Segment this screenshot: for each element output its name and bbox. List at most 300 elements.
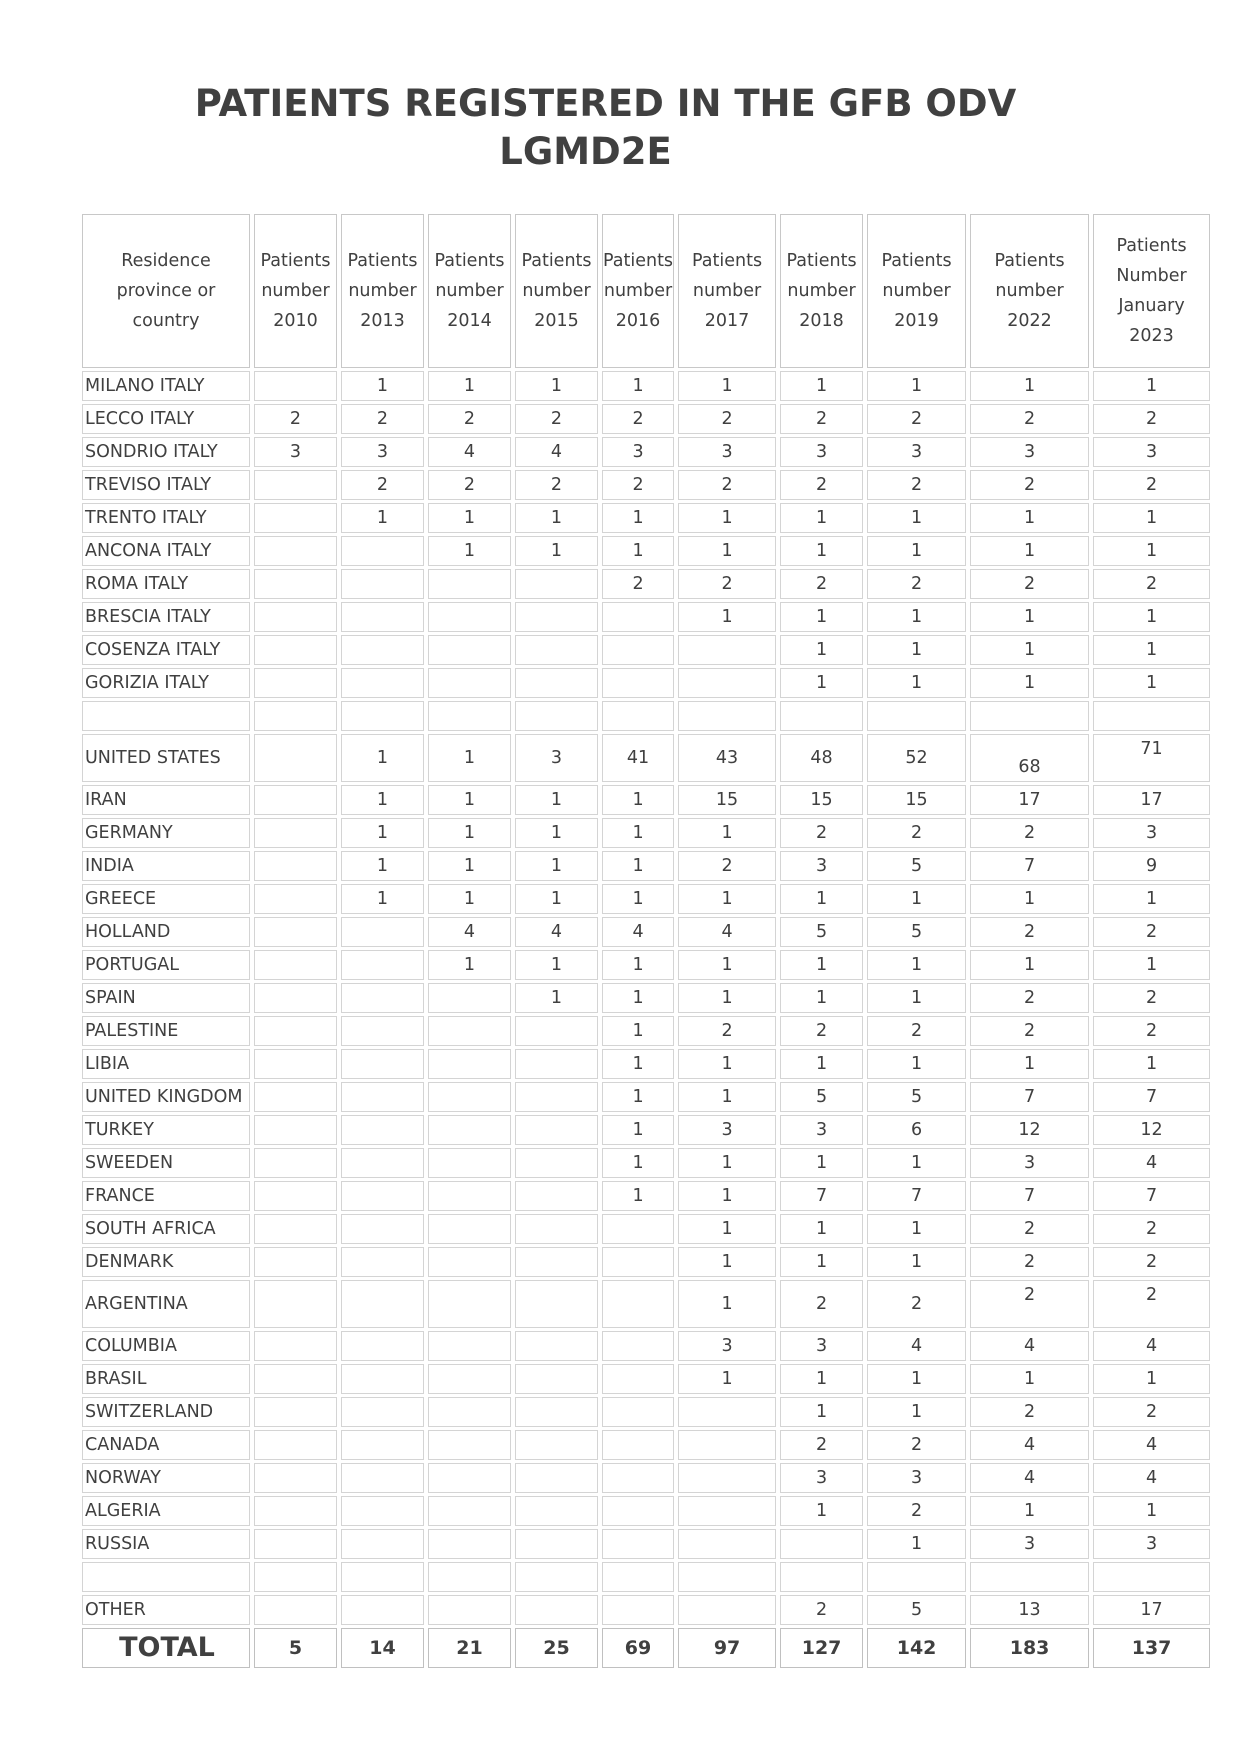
- table-cell: 4: [867, 1331, 966, 1361]
- table-cell: [254, 470, 337, 500]
- table-cell: [678, 668, 776, 698]
- total-cell: 21: [428, 1628, 511, 1668]
- table-cell: 1: [428, 785, 511, 815]
- table-cell: [428, 1214, 511, 1244]
- table-cell: 1: [970, 1496, 1089, 1526]
- table-cell: [254, 785, 337, 815]
- row-label: SONDRIO ITALY: [82, 437, 250, 467]
- table-cell: 1: [1093, 1049, 1210, 1079]
- table-cell: 1: [867, 1529, 966, 1559]
- table-cell: [341, 1496, 424, 1526]
- table-cell: 2: [780, 818, 863, 848]
- row-label: COLUMBIA: [82, 1331, 250, 1361]
- table-cell: [428, 668, 511, 698]
- total-cell: 97: [678, 1628, 776, 1668]
- table-cell: 17: [1093, 785, 1210, 815]
- table-cell: [341, 536, 424, 566]
- table-cell: 1: [602, 503, 674, 533]
- table-cell: [515, 1529, 598, 1559]
- table-cell: [254, 1463, 337, 1493]
- column-header-3: Patients number 2014: [428, 214, 511, 368]
- table-cell: [341, 1529, 424, 1559]
- table-row: [82, 602, 1210, 632]
- table-row: [82, 1562, 1210, 1592]
- table-cell: 13: [970, 1595, 1089, 1625]
- total-cell: 137: [1093, 1628, 1210, 1668]
- row-label: IRAN: [82, 785, 250, 815]
- table-cell: 1: [1093, 668, 1210, 698]
- table-cell: 1: [780, 983, 863, 1013]
- table-cell: 15: [678, 785, 776, 815]
- table-cell: 3: [341, 437, 424, 467]
- table-cell: [254, 1148, 337, 1178]
- column-header-6: Patients number 2017: [678, 214, 776, 368]
- table-cell: [515, 1397, 598, 1427]
- table-cell: 1: [970, 1049, 1089, 1079]
- table-cell: 1: [678, 1364, 776, 1394]
- row-label: TREVISO ITALY: [82, 470, 250, 500]
- table-cell: 1: [970, 635, 1089, 665]
- table-row: [82, 1280, 1210, 1328]
- table-cell: 4: [602, 917, 674, 947]
- row-label: COSENZA ITALY: [82, 635, 250, 665]
- page-title: [0, 80, 1241, 176]
- table-cell: 1: [678, 1148, 776, 1178]
- row-label: [82, 701, 250, 731]
- table-cell: 2: [867, 1016, 966, 1046]
- table-row: [82, 437, 1210, 467]
- column-header-5: Patients number 2016: [602, 214, 674, 368]
- table-cell: 4: [428, 917, 511, 947]
- table-cell: [254, 1181, 337, 1211]
- table-cell: 2: [341, 470, 424, 500]
- table-cell: 1: [970, 602, 1089, 632]
- table-cell: 1: [678, 1280, 776, 1328]
- row-label: BRASIL: [82, 1364, 250, 1394]
- table-cell: [428, 1082, 511, 1112]
- table-cell: 1: [341, 371, 424, 401]
- table-row: [82, 884, 1210, 914]
- table-cell: 6: [867, 1115, 966, 1145]
- table-cell: [428, 1280, 511, 1328]
- table-cell: [254, 1529, 337, 1559]
- table-cell: 71: [1093, 734, 1210, 782]
- table-cell: 1: [867, 1148, 966, 1178]
- table-cell: 1: [602, 950, 674, 980]
- table-cell: [428, 602, 511, 632]
- table-cell: 2: [254, 404, 337, 434]
- table-cell: [428, 1331, 511, 1361]
- table-cell: [428, 1595, 511, 1625]
- table-cell: [341, 1280, 424, 1328]
- table-cell: 1: [780, 884, 863, 914]
- table-cell: [428, 1529, 511, 1559]
- table-cell: [602, 701, 674, 731]
- table-cell: 2: [602, 404, 674, 434]
- table-row: [82, 503, 1210, 533]
- table-cell: [254, 668, 337, 698]
- table-cell: [254, 950, 337, 980]
- total-cell: 5: [254, 1628, 337, 1668]
- table-row: [82, 635, 1210, 665]
- table-cell: [780, 1529, 863, 1559]
- table-cell: 1: [970, 1364, 1089, 1394]
- table-cell: 1: [970, 884, 1089, 914]
- table-row: [82, 1049, 1210, 1079]
- table-cell: [602, 1496, 674, 1526]
- table-cell: [428, 1049, 511, 1079]
- table-row: [82, 818, 1210, 848]
- table-cell: 9: [1093, 851, 1210, 881]
- table-row: [82, 701, 1210, 731]
- table-cell: 1: [428, 884, 511, 914]
- table-cell: 1: [678, 1082, 776, 1112]
- row-label: UNITED KINGDOM: [82, 1082, 250, 1112]
- table-cell: 1: [428, 950, 511, 980]
- table-cell: 2: [970, 1016, 1089, 1046]
- row-label: PORTUGAL: [82, 950, 250, 980]
- table-cell: 2: [1093, 569, 1210, 599]
- header-row: [82, 214, 1210, 368]
- row-label: TURKEY: [82, 1115, 250, 1145]
- column-header-10: Patients Number January 2023: [1093, 214, 1210, 368]
- table-cell: [678, 1496, 776, 1526]
- table-row: [82, 1364, 1210, 1394]
- table-cell: 1: [867, 371, 966, 401]
- table-cell: 2: [1093, 1280, 1210, 1328]
- table-cell: 1: [780, 950, 863, 980]
- table-cell: 1: [1093, 536, 1210, 566]
- table-row: [82, 950, 1210, 980]
- table-cell: [254, 1397, 337, 1427]
- table-cell: 7: [970, 851, 1089, 881]
- table-cell: [341, 917, 424, 947]
- table-cell: 1: [515, 884, 598, 914]
- table-cell: 2: [341, 404, 424, 434]
- column-header-residence: Residence province or country: [82, 214, 250, 368]
- table-cell: 3: [254, 437, 337, 467]
- row-label: MILANO ITALY: [82, 371, 250, 401]
- table-row: [82, 536, 1210, 566]
- table-cell: [341, 635, 424, 665]
- table-row: [82, 1214, 1210, 1244]
- table-cell: 2: [780, 1280, 863, 1328]
- table-cell: 1: [867, 983, 966, 1013]
- table-cell: 1: [867, 536, 966, 566]
- row-label: ROMA ITALY: [82, 569, 250, 599]
- table-cell: 1: [341, 818, 424, 848]
- table-row: [82, 1082, 1210, 1112]
- table-cell: [254, 983, 337, 1013]
- table-cell: 2: [1093, 470, 1210, 500]
- table-cell: [678, 635, 776, 665]
- table-cell: [602, 602, 674, 632]
- table-cell: [341, 1214, 424, 1244]
- table-cell: 1: [428, 851, 511, 881]
- table-cell: 2: [1093, 1214, 1210, 1244]
- table-cell: [867, 1562, 966, 1592]
- column-header-7: Patients number 2018: [780, 214, 863, 368]
- table-cell: [254, 536, 337, 566]
- table-cell: [602, 1562, 674, 1592]
- table-cell: 2: [867, 470, 966, 500]
- table-cell: [254, 1016, 337, 1046]
- table-cell: 1: [970, 668, 1089, 698]
- table-cell: [515, 1082, 598, 1112]
- table-cell: 1: [678, 1181, 776, 1211]
- table-cell: 1: [341, 503, 424, 533]
- row-label: GREECE: [82, 884, 250, 914]
- table-cell: 2: [515, 404, 598, 434]
- table-cell: [515, 1280, 598, 1328]
- table-cell: 3: [1093, 818, 1210, 848]
- table-cell: 3: [970, 1529, 1089, 1559]
- column-header-1: Patients number 2010: [254, 214, 337, 368]
- table-cell: 1: [602, 851, 674, 881]
- table-cell: 2: [780, 569, 863, 599]
- table-row: [82, 1397, 1210, 1427]
- table-cell: 1: [515, 818, 598, 848]
- table-cell: 5: [867, 917, 966, 947]
- table-cell: 2: [867, 1496, 966, 1526]
- table-cell: [254, 1331, 337, 1361]
- table-cell: [341, 1082, 424, 1112]
- row-label: DENMARK: [82, 1247, 250, 1277]
- table-cell: [428, 1364, 511, 1394]
- table-cell: 1: [970, 950, 1089, 980]
- table-cell: 2: [867, 1280, 966, 1328]
- table-cell: [254, 602, 337, 632]
- table-cell: 2: [1093, 404, 1210, 434]
- table-cell: 1: [970, 503, 1089, 533]
- table-cell: 1: [678, 950, 776, 980]
- table-cell: [341, 569, 424, 599]
- table-cell: [515, 1562, 598, 1592]
- total-cell: 25: [515, 1628, 598, 1668]
- table-cell: 1: [867, 1397, 966, 1427]
- table-cell: 4: [970, 1331, 1089, 1361]
- table-cell: 1: [867, 668, 966, 698]
- table-cell: 2: [1093, 917, 1210, 947]
- table-cell: 2: [1093, 983, 1210, 1013]
- table-cell: [254, 1049, 337, 1079]
- table-cell: [341, 701, 424, 731]
- table-cell: [254, 884, 337, 914]
- table-cell: [678, 1562, 776, 1592]
- table-cell: 1: [970, 371, 1089, 401]
- table-cell: 1: [1093, 884, 1210, 914]
- table-cell: 7: [970, 1082, 1089, 1112]
- table-cell: 1: [515, 785, 598, 815]
- table-cell: 2: [867, 818, 966, 848]
- table-cell: 1: [867, 602, 966, 632]
- table-cell: 12: [1093, 1115, 1210, 1145]
- table-cell: [602, 1529, 674, 1559]
- table-cell: [602, 668, 674, 698]
- table-cell: [515, 1430, 598, 1460]
- table-cell: 2: [1093, 1397, 1210, 1427]
- table-cell: 1: [428, 536, 511, 566]
- table-cell: 1: [678, 602, 776, 632]
- row-label: SWITZERLAND: [82, 1397, 250, 1427]
- table-cell: 12: [970, 1115, 1089, 1145]
- table-cell: [678, 701, 776, 731]
- table-cell: [515, 668, 598, 698]
- table-cell: 1: [602, 1115, 674, 1145]
- table-cell: [341, 1364, 424, 1394]
- table-cell: 2: [678, 404, 776, 434]
- table-cell: 1: [678, 884, 776, 914]
- table-cell: 1: [780, 503, 863, 533]
- table-cell: [515, 701, 598, 731]
- total-cell: 142: [867, 1628, 966, 1668]
- row-label: SWEEDEN: [82, 1148, 250, 1178]
- table-cell: 2: [678, 1016, 776, 1046]
- table-cell: 1: [428, 818, 511, 848]
- table-cell: 2: [970, 917, 1089, 947]
- table-cell: [428, 1181, 511, 1211]
- row-label: HOLLAND: [82, 917, 250, 947]
- table-cell: [602, 1595, 674, 1625]
- table-cell: 1: [515, 371, 598, 401]
- table-cell: 3: [678, 1115, 776, 1145]
- table-cell: [678, 1463, 776, 1493]
- table-cell: 1: [867, 1214, 966, 1244]
- table-cell: [428, 1115, 511, 1145]
- table-cell: 2: [780, 1430, 863, 1460]
- table-cell: 1: [515, 503, 598, 533]
- table-cell: 48: [780, 734, 863, 782]
- row-label: NORWAY: [82, 1463, 250, 1493]
- row-label: GORIZIA ITALY: [82, 668, 250, 698]
- table-cell: [341, 1463, 424, 1493]
- row-label: RUSSIA: [82, 1529, 250, 1559]
- table-cell: [341, 1016, 424, 1046]
- table-cell: 4: [515, 917, 598, 947]
- table-cell: [678, 1397, 776, 1427]
- table-cell: [254, 917, 337, 947]
- table-row: [82, 785, 1210, 815]
- table-cell: 1: [515, 950, 598, 980]
- table-cell: [515, 1214, 598, 1244]
- table-cell: 1: [678, 983, 776, 1013]
- table-cell: 1: [428, 734, 511, 782]
- table-cell: [254, 1430, 337, 1460]
- table-cell: 1: [1093, 1364, 1210, 1394]
- table-cell: 3: [602, 437, 674, 467]
- table-cell: 3: [780, 1331, 863, 1361]
- table-cell: 1: [515, 983, 598, 1013]
- table-cell: [602, 1280, 674, 1328]
- table-row: [82, 371, 1210, 401]
- table-cell: 15: [867, 785, 966, 815]
- table-cell: 2: [428, 404, 511, 434]
- table-cell: [428, 1463, 511, 1493]
- table-row: [82, 404, 1210, 434]
- table-cell: 4: [1093, 1148, 1210, 1178]
- table-cell: 1: [780, 635, 863, 665]
- table-cell: 2: [780, 1016, 863, 1046]
- table-cell: 1: [780, 371, 863, 401]
- table-cell: 5: [867, 1595, 966, 1625]
- table-cell: [254, 1115, 337, 1145]
- row-label: LECCO ITALY: [82, 404, 250, 434]
- table-cell: 1: [341, 785, 424, 815]
- table-row: [82, 1595, 1210, 1625]
- table-cell: 1: [1093, 602, 1210, 632]
- table-cell: [254, 1214, 337, 1244]
- table-cell: 1: [970, 536, 1089, 566]
- table-cell: [428, 701, 511, 731]
- table-cell: [515, 1049, 598, 1079]
- table-cell: [341, 1595, 424, 1625]
- table-cell: 4: [970, 1463, 1089, 1493]
- table-cell: 1: [780, 1049, 863, 1079]
- table-row: [82, 1463, 1210, 1493]
- table-row: [82, 470, 1210, 500]
- row-label: UNITED STATES: [82, 734, 250, 782]
- table-cell: 1: [515, 536, 598, 566]
- table-cell: 4: [515, 437, 598, 467]
- table-cell: 5: [867, 851, 966, 881]
- table-cell: 5: [867, 1082, 966, 1112]
- table-row: [82, 1247, 1210, 1277]
- table-cell: 4: [970, 1430, 1089, 1460]
- table-cell: 1: [602, 818, 674, 848]
- table-cell: 1: [867, 635, 966, 665]
- table-cell: 3: [780, 1115, 863, 1145]
- row-label: [82, 1562, 250, 1592]
- table-row: [82, 668, 1210, 698]
- table-cell: [602, 1247, 674, 1277]
- table-cell: 1: [867, 950, 966, 980]
- table-cell: [867, 701, 966, 731]
- table-cell: 1: [1093, 1496, 1210, 1526]
- table-cell: 2: [970, 470, 1089, 500]
- table-cell: [254, 371, 337, 401]
- table-cell: 4: [1093, 1430, 1210, 1460]
- table-cell: 7: [1093, 1082, 1210, 1112]
- table-cell: [515, 635, 598, 665]
- table-cell: [341, 950, 424, 980]
- table-cell: [341, 983, 424, 1013]
- table-cell: 1: [867, 1364, 966, 1394]
- table-cell: [341, 1181, 424, 1211]
- table-cell: [254, 569, 337, 599]
- table-cell: [341, 1331, 424, 1361]
- table-cell: 2: [780, 404, 863, 434]
- title-line-1: PATIENTS REGISTERED IN THE GFB ODV: [194, 82, 1017, 125]
- table-cell: [254, 503, 337, 533]
- table-cell: [428, 1247, 511, 1277]
- table-cell: 1: [678, 536, 776, 566]
- table-cell: 1: [867, 884, 966, 914]
- row-label: CANADA: [82, 1430, 250, 1460]
- table-cell: 1: [341, 851, 424, 881]
- table-cell: 15: [780, 785, 863, 815]
- row-label: FRANCE: [82, 1181, 250, 1211]
- table-cell: 3: [1093, 1529, 1210, 1559]
- table-cell: [254, 818, 337, 848]
- table-cell: [428, 1496, 511, 1526]
- table-cell: 52: [867, 734, 966, 782]
- table-cell: 2: [428, 470, 511, 500]
- table-cell: 43: [678, 734, 776, 782]
- table-cell: [254, 701, 337, 731]
- table-row: [82, 1148, 1210, 1178]
- table-cell: [254, 1496, 337, 1526]
- table-cell: [341, 1430, 424, 1460]
